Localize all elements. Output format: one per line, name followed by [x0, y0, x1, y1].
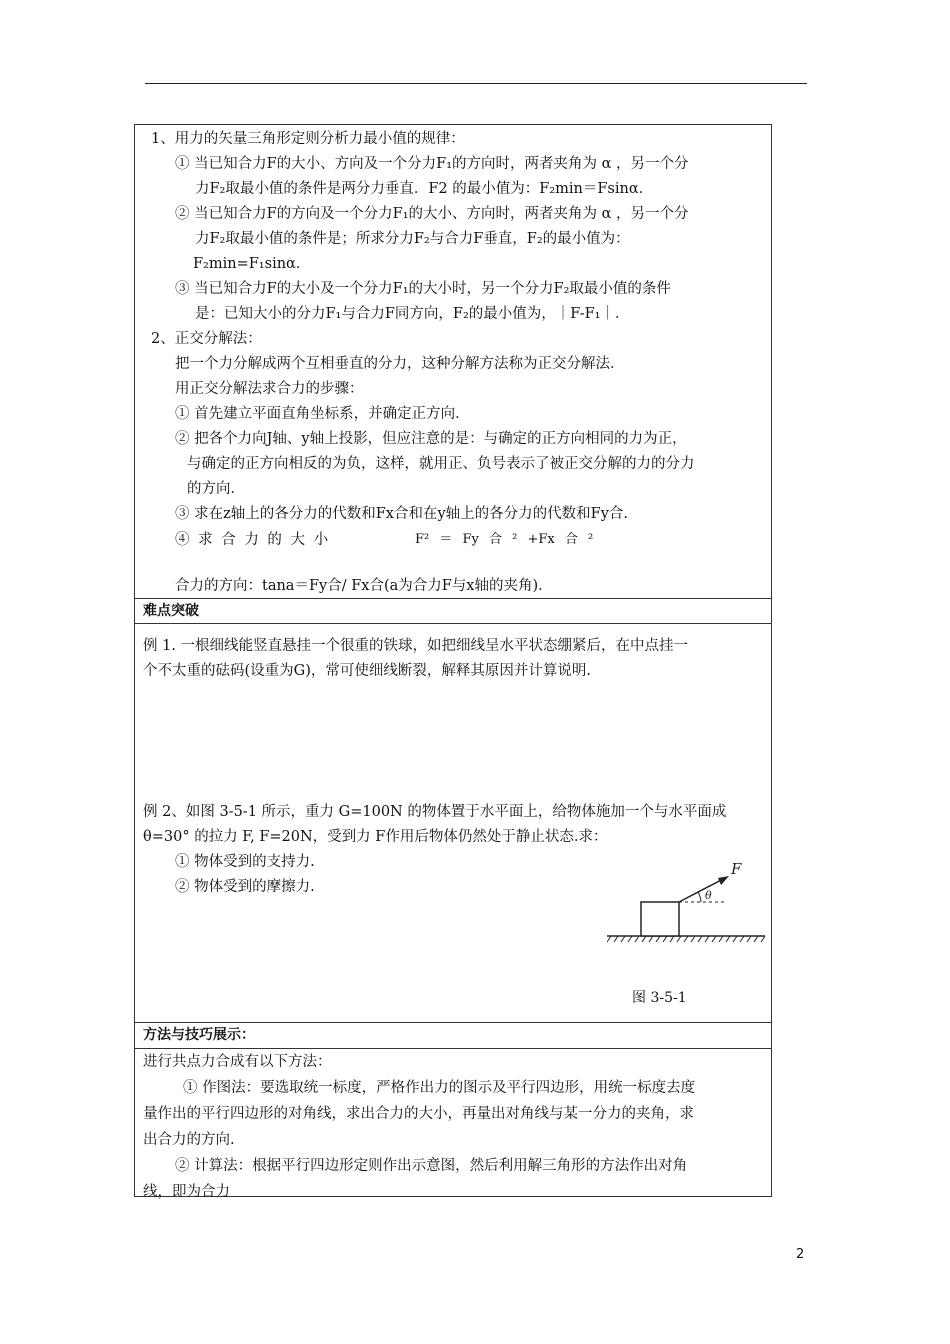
example-2-line-1: 例 2、如图 3-5-1 所示，重力 G=100N 的物体置于水平面上，给物体施加一个与水平面成 — [143, 804, 727, 820]
rule-1-item-1-cont: 力F₂取最小值的条件是两分力垂直．F2 的最小值为：F₂min＝Fsinα． — [195, 181, 654, 197]
content-table — [134, 124, 772, 1200]
rule-2-step-2: ② 把各个力向J轴、y轴上投影，但应注意的是：与确定的正方向相同的力为正， — [175, 431, 687, 447]
rule-1-item-3: ③ 当已知合力F的大小及一个分力F₁的大小时，另一个分力F₂取最小值的条件 — [175, 281, 671, 297]
angle-arc — [698, 892, 701, 902]
rule-2-heading: 2、正交分解法： — [151, 331, 262, 347]
header-difficulty: 难点突破 — [143, 603, 199, 619]
method-1-cont: 量作出的平行四边形的对角线，求出合力的大小，再量出对角线与某一分力的夹角，求 — [143, 1106, 694, 1122]
rule-2-direction: 合力的方向：tana＝Fy合/ Fx合(a为合力F与x轴的夹角)． — [175, 578, 553, 594]
rule-2-step-4: ④ 求 合 力 的 大 小 — [175, 532, 331, 548]
rule-2-step-4-formula: F² ＝ Fy 合 ² +Fx 合 ² — [415, 532, 594, 547]
rule-2-definition: 把一个力分解成两个互相垂直的分力，这种分解方法称为正交分解法． — [175, 356, 625, 372]
method-2: ② 计算法：根据平行四边形定则作出示意图，然后利用解三角形的方法作出对角 — [175, 1158, 688, 1174]
rule-1-item-2-cont: 力F₂取最小值的条件是；所求分力F₂与合力F垂直，F₂的最小值为： — [195, 231, 630, 247]
rule-1-item-2: ② 当已知合力F的方向及一个分力F₁的大小、方向时，两者夹角为 α ，另一个分 — [175, 206, 689, 222]
method-1: ① 作图法：要选取统一标度，严格作出力的图示及平行四边形，用统一标度去度 — [183, 1080, 696, 1096]
rule-2-step-2-cont-2: 的方向． — [187, 481, 245, 497]
header-methods: 方法与技巧展示： — [143, 1027, 255, 1043]
example-2-question-2: ② 物体受到的摩擦力. — [175, 879, 315, 895]
block — [641, 902, 679, 936]
rule-1-item-3-cont: 是：已知大小的分力F₁与合力F同方向，F₂的最小值为，｜F-F₁｜． — [195, 306, 630, 322]
example-1-line-1: 例 1. 一根细线能竖直悬挂一个很重的铁球，如把细线呈水平状态绷紧后，在中点挂一 — [143, 638, 689, 654]
rule-1-item-2-formula: F₂min=F₁sinα． — [193, 256, 311, 272]
header-rule — [145, 83, 807, 84]
method-1-cont-2: 出合力的方向. — [143, 1132, 235, 1148]
row-divider — [135, 1022, 771, 1023]
ground-hatching — [607, 936, 765, 942]
method-2-cont: 线，即为合力 — [143, 1184, 230, 1200]
rule-1-heading: 1、用力的矢量三角形定则分析力最小值的规律： — [151, 131, 465, 147]
page-number: 2 — [796, 1247, 805, 1262]
figure-caption: 图 3-5-1 — [632, 990, 687, 1006]
example-2-line-2: θ=30° 的拉力 F, F=20N，受到力 F作用后物体仍然处于静止状态.求： — [143, 829, 608, 845]
rule-2-step-3: ③ 求在z轴上的各分力的代数和Fx合和在y轴上的各分力的代数和Fy合. — [175, 506, 629, 522]
row-divider — [135, 623, 771, 624]
force-label: F — [731, 860, 742, 878]
force-arrowhead — [718, 876, 729, 885]
force-arrow — [679, 878, 725, 902]
rule-2-step-1: ① 首先建立平面直角坐标系，并确定正方向． — [175, 406, 470, 422]
rule-2-steps-title: 用正交分解法求合力的步骤： — [175, 381, 364, 397]
angle-label: θ — [705, 889, 712, 902]
row-divider — [135, 1048, 771, 1049]
example-1-line-2: 个不太重的砝码(设重为G)，常可使细线断裂，解释其原因并计算说明. — [143, 663, 592, 679]
rule-1-item-1: ① 当已知合力F的大小、方向及一个分力F₁的方向时，两者夹角为 α ，另一个分 — [175, 156, 689, 172]
row-divider — [135, 598, 771, 599]
figure-block-on-ground — [607, 860, 767, 950]
methods-intro: 进行共点力合成有以下方法： — [143, 1054, 332, 1070]
example-2-question-1: ① 物体受到的支持力. — [175, 854, 315, 870]
rule-2-step-2-cont: 与确定的正方向相反的为负，这样，就用正、负号表示了被正交分解的力的分力 — [187, 456, 695, 472]
